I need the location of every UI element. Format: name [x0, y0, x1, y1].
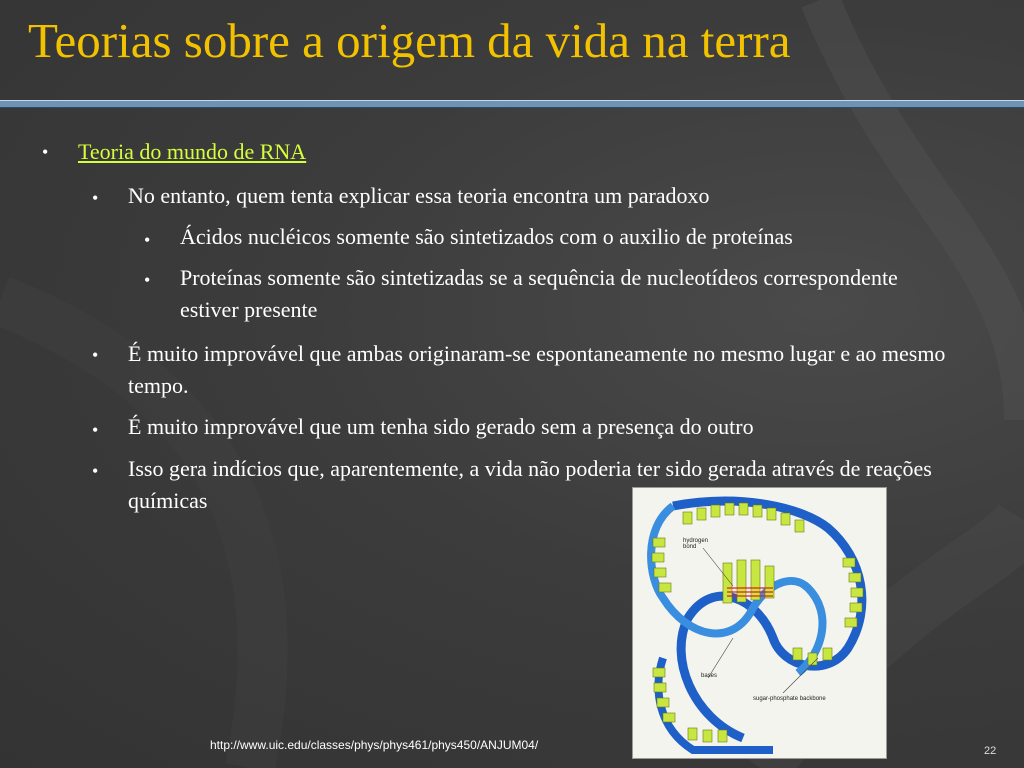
- bullet-dot: •: [92, 188, 99, 208]
- bullet-item-5: É muito improvável que ambas originaram-se espontaneamente no mesmo lugar e ao mesmo tempo.: [128, 341, 946, 398]
- bullet-item-7: Isso gera indícios que, aparentemente, a vida não poderia ter sido gerada através de reações químicas: [128, 456, 932, 513]
- bullet-item-2: No entanto, quem tenta explicar essa teoria encontra um paradoxo: [128, 183, 710, 208]
- bullet-dot: •: [144, 270, 151, 290]
- bullet-item-4: Proteínas somente são sintetizadas se a sequência de nucleotídeos correspondente estiver presente: [180, 265, 898, 322]
- backbone-label: sugar-phosphate backbone: [753, 696, 826, 702]
- bullet-item-1[interactable]: Teoria do mundo de RNA: [78, 139, 307, 164]
- bullet-dot: •: [92, 345, 99, 365]
- bullet-dot: •: [42, 142, 49, 162]
- title-divider: [0, 100, 1024, 108]
- source-url[interactable]: http://www.uic.edu/classes/phys/phys461/phys450/ANJUM04/: [210, 738, 539, 752]
- bases-label: bases: [701, 673, 718, 679]
- bullet-dot: •: [92, 420, 99, 440]
- bullet-dot: •: [144, 230, 151, 250]
- bullet-item-3: Ácidos nucléicos somente são sintetizados com o auxilio de proteínas: [180, 224, 793, 249]
- bullet-item-6: É muito improvável que um tenha sido gerado sem a presença do outro: [128, 414, 754, 439]
- rna-figure: [632, 487, 887, 759]
- rna-structure-illustration: [633, 488, 886, 758]
- hydrogen-bond-label: hydrogen bond: [683, 538, 709, 550]
- bullet-dot: •: [92, 461, 99, 481]
- slide-title: Teorias sobre a origem da vida na terra: [28, 13, 791, 68]
- page-number: 22: [984, 745, 997, 757]
